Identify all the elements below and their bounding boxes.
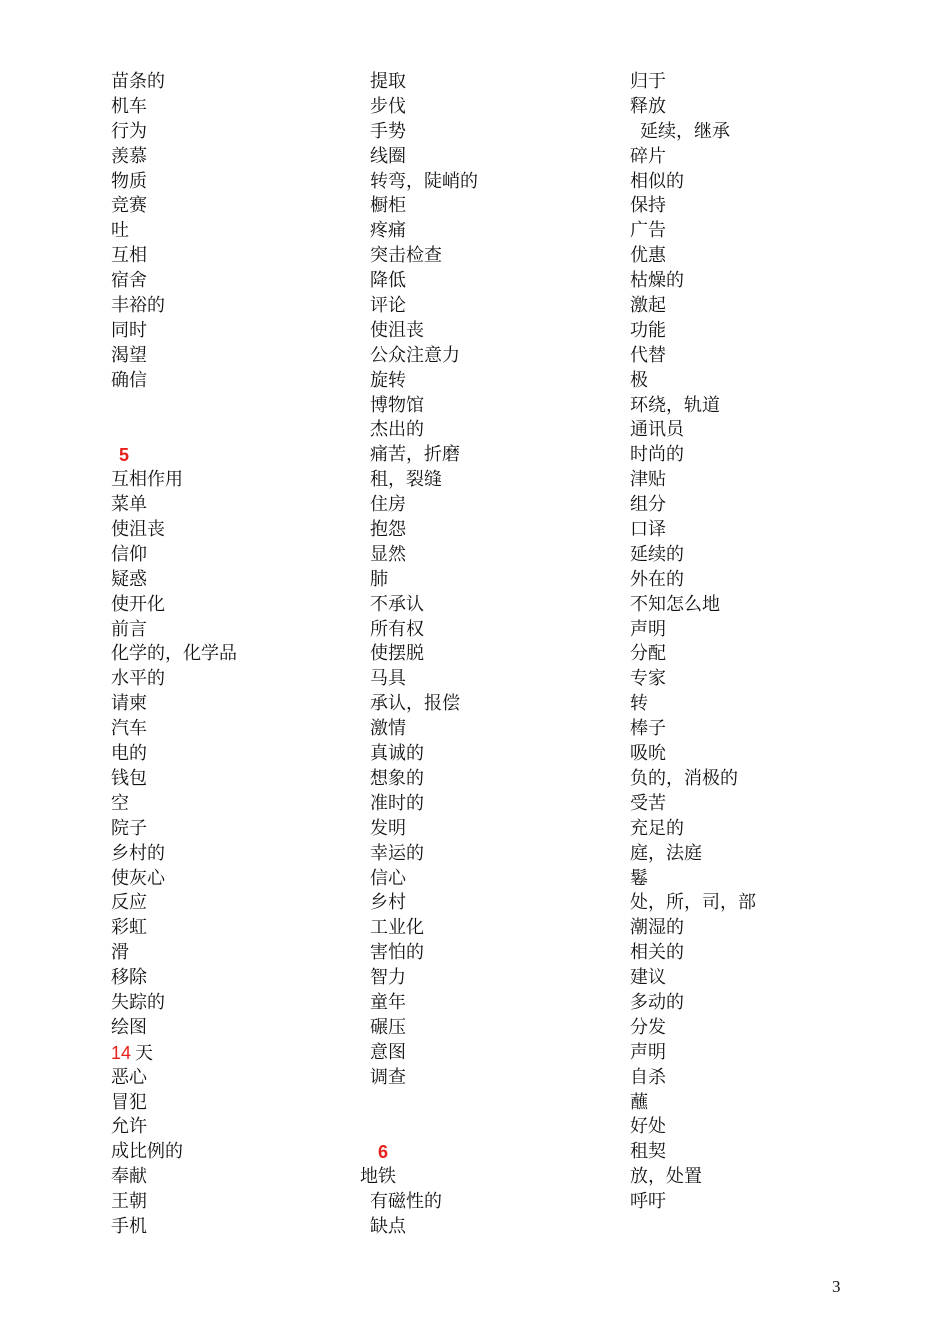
vocab-entry: 奉献	[111, 1166, 147, 1188]
vocab-entry: 信仰	[111, 543, 147, 565]
vocab-entry: 想象的	[370, 767, 424, 789]
vocab-entry: 幸运的	[370, 842, 424, 864]
vocab-entry: 肺	[370, 568, 388, 590]
vocab-entry: 不承认	[370, 593, 424, 615]
vocab-entry: 调查	[370, 1066, 406, 1088]
vocab-entry: 杰出的	[370, 419, 424, 441]
vocab-entry: 乡村的	[111, 842, 165, 864]
vocab-entry: 线圈	[370, 145, 406, 167]
vocab-entry: 成比例的	[111, 1141, 183, 1163]
vocab-entry: 公众注意力	[370, 344, 460, 366]
vocab-entry: 不知怎么地	[630, 593, 720, 615]
vocab-entry: 棒子	[630, 718, 666, 740]
vocab-entry: 使沮丧	[370, 319, 424, 341]
vocab-entry: 疑惑	[111, 568, 147, 590]
vocab-entry: 声明	[630, 1041, 666, 1063]
vocab-entry: 电的	[111, 743, 147, 765]
vocab-entry: 钱包	[111, 767, 147, 789]
vocab-entry: 优惠	[630, 245, 666, 267]
vocab-entry: 承认，报偿	[370, 693, 460, 715]
vocab-entry: 旋转	[370, 369, 406, 391]
vocab-entry: 分配	[630, 643, 666, 665]
vocab-entry	[111, 1041, 237, 1066]
vocab-entry: 互相作用	[111, 469, 183, 491]
vocab-entry: 失踪的	[111, 991, 165, 1013]
vocab-entry: 环绕，轨道	[630, 394, 720, 416]
vocab-entry: 步伐	[370, 95, 406, 117]
vocab-entry: 乡村	[370, 892, 406, 914]
vocab-entry: 激起	[630, 295, 666, 317]
vocab-entry: 羡慕	[111, 145, 147, 167]
vocab-entry: 空	[111, 792, 129, 814]
vocab-entry: 转弯，陡峭的	[370, 170, 478, 192]
vocab-entry: 彩虹	[111, 917, 147, 939]
vocab-entry: 住房	[370, 494, 406, 516]
vocab-entry: 博物馆	[370, 394, 424, 416]
vocab-entry: 同时	[111, 319, 147, 341]
vocab-entry: 真诚的	[370, 743, 424, 765]
vocab-entry: 放，处置	[630, 1166, 702, 1188]
vocab-entry: 机车	[111, 95, 147, 117]
vocab-entry: 所有权	[370, 618, 424, 640]
vocab-entry: 租契	[630, 1141, 666, 1163]
vocab-entry: 显然	[370, 543, 406, 565]
vocab-entry: 请柬	[111, 693, 147, 715]
vocab-entry: 呼吁	[630, 1191, 666, 1213]
vocab-entry: 确信	[111, 369, 147, 391]
vocab-entry: 蘸	[630, 1091, 648, 1113]
vocab-entry: 汽车	[111, 718, 147, 740]
vocab-entry: 评论	[370, 295, 406, 317]
vocab-entry: 意图	[370, 1041, 406, 1063]
vocab-entry: 时尚的	[630, 444, 684, 466]
vocab-entry: 童年	[370, 991, 406, 1013]
blank-line	[111, 418, 237, 443]
vocab-entry: 归于	[630, 71, 666, 92]
vocab-entry: 院子	[111, 817, 147, 839]
vocab-entry: 激情	[370, 718, 406, 740]
vocab-entry: 庭，法庭	[630, 842, 702, 864]
vocab-entry: 化学的，化学品	[111, 643, 237, 665]
vocab-entry: 王朝	[111, 1191, 147, 1213]
vocab-entry: 鬈	[630, 867, 648, 889]
vocab-entry: 滑	[111, 942, 129, 964]
vocab-entry: 移除	[111, 967, 147, 989]
vocab-entry: 苗条的	[111, 71, 165, 92]
vocab-entry: 广告	[630, 220, 666, 242]
entry-number: 14	[111, 1042, 132, 1063]
blank-line	[111, 394, 237, 419]
vocab-entry: 津贴	[630, 469, 666, 491]
vocab-entry: 手机	[111, 1215, 147, 1237]
vocab-entry: 疼痛	[370, 220, 406, 242]
vocab-entry: 渴望	[111, 344, 147, 366]
vocab-entry: 组分	[630, 494, 666, 516]
vocab-entry: 突击检查	[370, 245, 442, 267]
vocab-entry: 橱柜	[370, 195, 406, 217]
vocab-entry: 丰裕的	[111, 295, 165, 317]
vocab-entry: 分发	[630, 1016, 666, 1038]
vocab-entry: 释放	[630, 95, 666, 117]
vocab-entry: 有磁性的	[370, 1191, 442, 1213]
vocab-entry: 宿舍	[111, 270, 147, 292]
vocab-entry: 碎片	[630, 145, 666, 167]
vocab-entry: 相似的	[630, 170, 684, 192]
vocab-entry: 相关的	[630, 942, 684, 964]
vocab-entry: 工业化	[370, 917, 424, 939]
vocab-entry: 使灰心	[111, 867, 165, 889]
vocab-entry: 发明	[370, 817, 406, 839]
vocab-entry: 允许	[111, 1116, 147, 1138]
vocab-entry: 智力	[370, 967, 406, 989]
vocab-entry: 处，所，司，部	[630, 892, 756, 914]
vocab-column-3	[630, 70, 756, 1215]
vocab-entry: 转	[630, 693, 648, 715]
vocab-entry: 地铁	[360, 1166, 396, 1188]
vocab-entry: 延续，继承	[640, 120, 730, 142]
vocab-entry: 冒犯	[111, 1091, 147, 1113]
blank-line	[370, 1091, 478, 1116]
vocab-entry: 互相	[111, 245, 147, 267]
vocab-entry: 自杀	[630, 1066, 666, 1088]
vocab-column-1	[111, 70, 237, 1240]
entry-text: 天	[135, 1042, 154, 1064]
vocab-entry: 枯燥的	[630, 270, 684, 292]
blank-line	[370, 1115, 478, 1140]
vocab-entry: 菜单	[111, 494, 147, 516]
vocab-entry: 吸吮	[630, 743, 666, 765]
vocab-entry: 抱怨	[370, 519, 406, 541]
vocab-entry: 使摆脱	[370, 643, 424, 665]
vocab-entry: 降低	[370, 270, 406, 292]
vocab-entry: 害怕的	[370, 942, 424, 964]
vocab-entry: 代替	[630, 344, 666, 366]
vocab-entry: 提取	[370, 71, 406, 92]
vocab-entry: 碾压	[370, 1016, 406, 1038]
vocab-entry: 极	[630, 369, 648, 391]
vocab-entry: 充足的	[630, 817, 684, 839]
vocab-entry: 租，裂缝	[370, 469, 442, 491]
vocab-entry: 马具	[370, 668, 406, 690]
vocab-entry: 反应	[111, 892, 147, 914]
vocab-entry: 行为	[111, 120, 147, 142]
vocab-entry: 物质	[111, 170, 147, 192]
vocab-entry: 建议	[630, 967, 666, 989]
section-number: 6	[378, 1142, 389, 1163]
vocab-entry: 缺点	[370, 1215, 406, 1237]
vocab-entry: 信心	[370, 867, 406, 889]
vocab-entry: 前言	[111, 618, 147, 640]
vocab-entry: 绘图	[111, 1016, 147, 1038]
vocab-entry: 功能	[630, 319, 666, 341]
vocab-entry: 受苦	[630, 792, 666, 814]
vocab-entry: 多动的	[630, 991, 684, 1013]
vocab-entry: 延续的	[630, 543, 684, 565]
vocab-entry: 外在的	[630, 568, 684, 590]
vocab-entry: 好处	[630, 1116, 666, 1138]
vocab-entry: 负的，消极的	[630, 767, 738, 789]
vocab-entry: 通讯员	[630, 419, 684, 441]
vocab-entry: 竞赛	[111, 195, 147, 217]
vocab-entry: 口译	[630, 519, 666, 541]
vocab-entry: 潮湿的	[630, 917, 684, 939]
vocab-entry: 使沮丧	[111, 519, 165, 541]
vocab-entry: 吐	[111, 220, 129, 242]
vocab-entry: 保持	[630, 195, 666, 217]
section-number: 5	[119, 445, 130, 466]
vocab-entry: 手势	[370, 120, 406, 142]
vocab-entry: 声明	[630, 618, 666, 640]
vocab-column-2	[360, 70, 478, 1240]
vocab-entry: 恶心	[111, 1066, 147, 1088]
vocab-entry: 痛苦，折磨	[370, 444, 460, 466]
vocab-entry: 专家	[630, 668, 666, 690]
page-number: 3	[832, 1277, 841, 1296]
vocab-entry: 使开化	[111, 593, 165, 615]
vocab-entry: 准时的	[370, 792, 424, 814]
vocab-entry: 水平的	[111, 668, 165, 690]
